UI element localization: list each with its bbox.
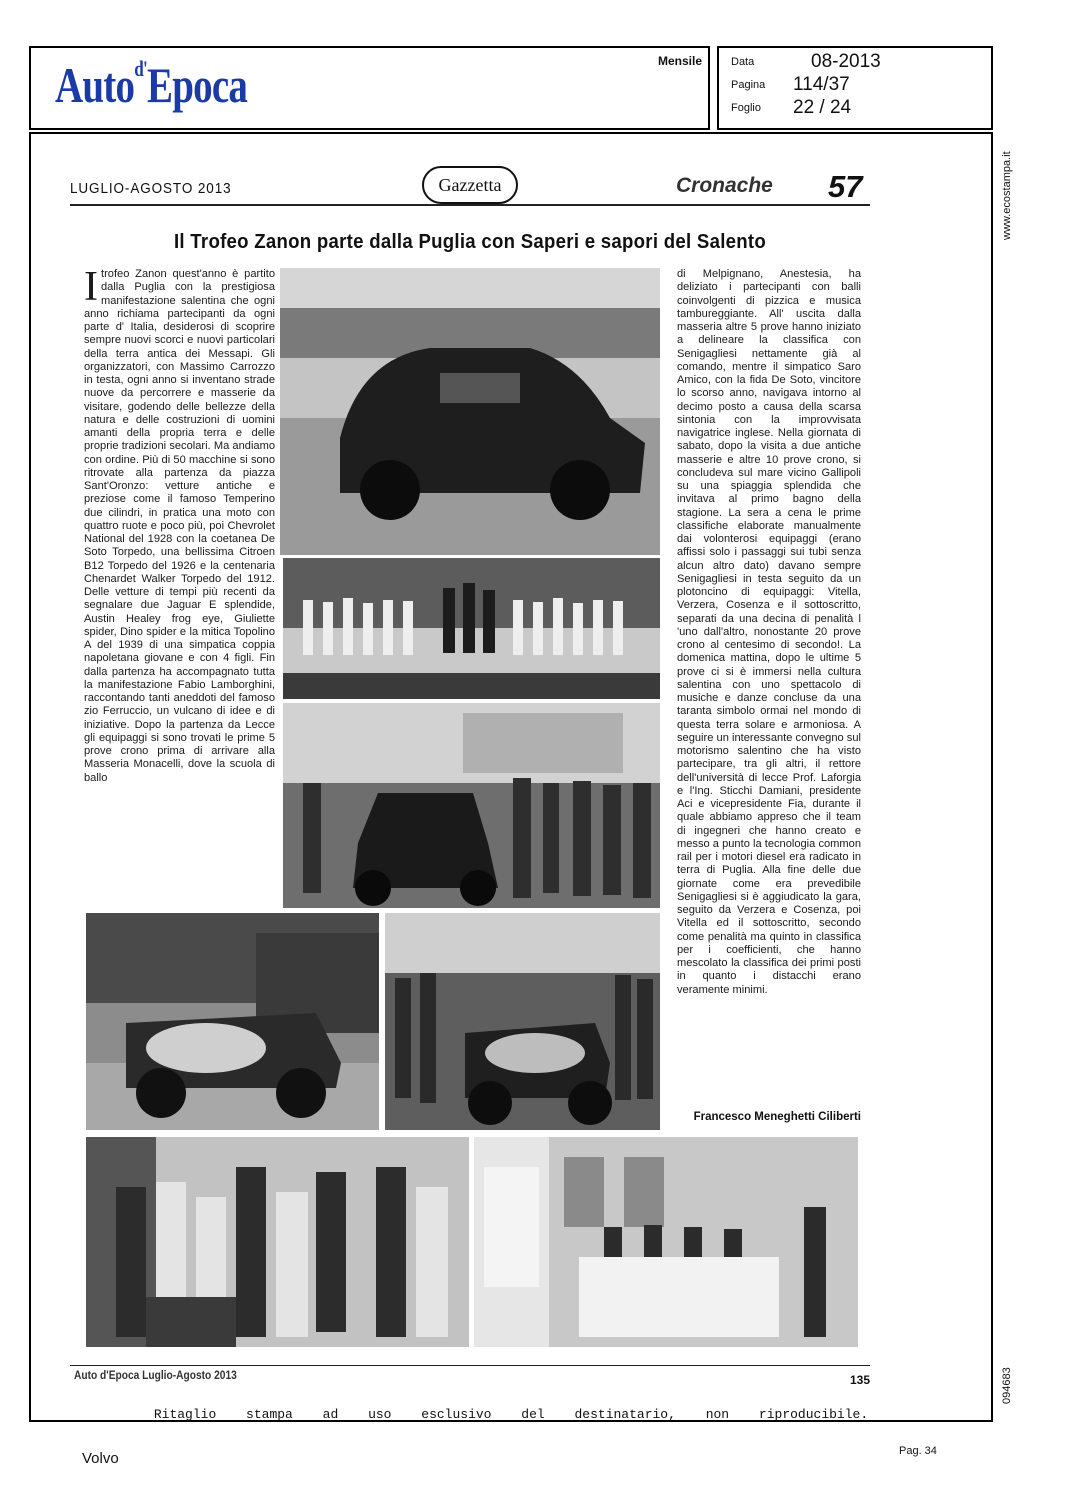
photo-conference xyxy=(474,1137,858,1347)
foglio-value: 22 / 24 xyxy=(793,97,852,118)
article-right-column xyxy=(677,268,861,997)
magazine-footer-publication: Auto d'Epoca Luglio-Agosto 2013 xyxy=(74,1368,237,1382)
code-vertical: 094683 xyxy=(1001,1367,1013,1404)
data-label: Data xyxy=(731,56,755,68)
article-author: Francesco Meneghetti Ciliberti xyxy=(693,1111,861,1123)
article-left-column xyxy=(84,264,275,785)
client-name: Volvo xyxy=(82,1450,119,1467)
masthead-badge: Gazzetta xyxy=(422,166,518,204)
photo-award-group xyxy=(86,1137,469,1347)
website-vertical: www.ecostampa.it xyxy=(1001,151,1013,240)
header-rule xyxy=(70,204,870,206)
photo-piazza-crowd xyxy=(283,703,660,908)
photo-dance-group xyxy=(283,558,660,699)
foglio-label: Foglio xyxy=(731,102,761,114)
drop-cap: I xyxy=(84,264,98,310)
header-logo-box xyxy=(29,46,710,130)
logo-prefix: Auto xyxy=(55,57,135,113)
section-label: Cronache xyxy=(676,174,773,197)
right-column-text: di Melpignano, Anestesia, ha deliziato i partecipanti con balli coinvolgenti di pizzica e musica tambureggiante. All' uscita dalla masseria altre 5 prove hanno iniziato a delineare la classifica con Senigagliesi nettamente già al comando, mentre il simpatico Saro Amico, con la fida De Soto, vincitore lo scorso anno, navigava intorno al decimo posto a causa della scarsa sintonia con la improvvisata navigatrice inglese. Nella giornata di sabato, dopo la visita a due antiche masserie e altre 10 prove crono, si concludeva sul mare vicino Gallipoli su una spiaggia splendida che invitava al primo bagno della stagione. La sera a cena le prime classifiche elaborate manualmente dai volonterosi equipaggi (erano affissi solo i passaggi sui tubi senza alcun altro dato) davano sempre Senigagliesi in testa seguito da un plotoncino di equipaggi: Vitella, Verzera, Cosenza e il sottoscritto, separati da una decina di penalità l 'uno dall'altro, nonostante 20 prove crono al centesimo di secondo!. La domenica mattina, dopo le ultime 5 prove ci si è immersi nella cultura salentina con uno spettacolo di musiche e danze concluse da una taranta simbolo ormai nel mondo di questa terra solare e armoniosa. A seguire un interessante convegno sul motorismo salentino che ha visto partecipare, tra gli altri, il rettore dell'università di lecce Prof. Laforgia e l'Ing. Sticchi Damiani, presidente Aci e vicepresidente Fia, durante il quale abbiamo appreso che il team di ingegneri che hanno creato e messo a punto la tecnologia common rail per i motori diesel era radicato in terra di Puglia. Alla fine delle due giornate come era prevedibile Senigagliesi si è aggiudicato la gara, seguito da Verzera e Cosenza, poi Vitella ed il sottoscritto, secondo come penalità ma quinto in classifica per i coefficienti, che hanno mescolato la classifica dei primi posti in quanto i distacchi erano veramente minimi. xyxy=(677,268,861,996)
logo-suffix: Epoca xyxy=(146,57,248,113)
data-value: 08-2013 xyxy=(811,51,881,72)
frequency-label: Mensile xyxy=(657,54,702,68)
magazine-footer-page: 135 xyxy=(850,1373,871,1387)
footer-rule xyxy=(70,1365,870,1366)
photo-vintage-sedan xyxy=(280,268,660,555)
publication-logo xyxy=(55,56,247,114)
article-title: Il Trofeo Zanon parte dalla Puglia con Saperi e sapori del Salento xyxy=(173,231,767,253)
logo-sup: d' xyxy=(134,56,147,81)
document-page: Pag. 34 xyxy=(899,1445,937,1457)
magazine-page-number: 57 xyxy=(828,169,863,204)
pagina-label: Pagina xyxy=(731,79,766,91)
header-info-box xyxy=(717,46,993,130)
issue-label: LUGLIO-AGOSTO 2013 xyxy=(70,180,232,197)
left-column-text: trofeo Zanon quest'anno è partito dalla Puglia con la prestigiosa manifestazione salentina che ogni anno richiama partecipanti da ogni parte d' Italia, desiderosi di scoprire sempre nuovi scorci e nuovi particolari della terra antica dei Messapi. Gli organizzatori, con Massimo Carrozzo in testa, ogni anno si inventano strade nuove da percorrere e masserie da visitare, godendo delle bellezze della natura e delle costruzioni di uomini amanti della propria terra e delle proprie tradizioni secolari. Ma andiamo con ordine. Più di 50 macchine si sono ritrovate alla partenza da piazza Sant'Oronzo: vetture antiche e preziose come il famoso Temperino due cilindri, in pratica una moto con quattro ruote e poco più, poi Chevrolet National del 1928 con la coetanea De Soto Torpedo, una bellissima Citroen B12 Torpedo del 1926 e la centenaria Chenardet Walker Torpedo del 1912. Delle vetture di tempi più recenti da segnalare due Jaguar E splendide, Austin Healey frog eye, Giuliette spider, Dino spider e la mitica Topolino A del 1939 di una simpatica coppia napoletana giovane e con 4 figli. Fin dalla partenza ha accompagnato tutta la manifestazione Fabio Lamborghini, raccontando tanti aneddoti del famoso zio Ferruccio, un vulcano di idee e di iniziative. Dopo la partenza da Lecce gli equipaggi si sono trovati le prime 5 prove crono prima di arrivare alla Masseria Monacelli, dove la scuola di ballo xyxy=(84,268,275,784)
photo-open-car xyxy=(86,913,379,1130)
pagina-value: 114/37 xyxy=(793,74,850,95)
clipping-notice: Ritaglio stampa ad uso esclusivo del destinatario, non riproducibile. xyxy=(153,1407,869,1422)
photo-square-car xyxy=(385,913,660,1130)
